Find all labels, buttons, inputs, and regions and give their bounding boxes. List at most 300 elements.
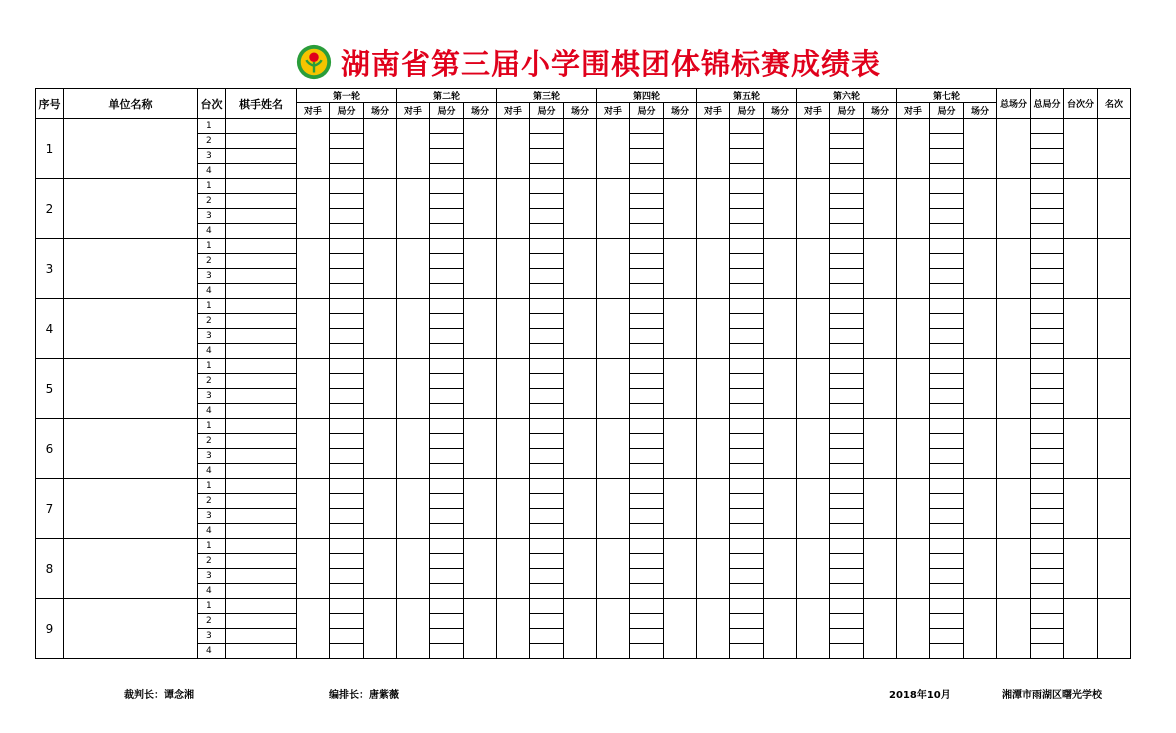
total-game-cell[interactable] bbox=[1031, 209, 1064, 224]
match-score-cell[interactable] bbox=[764, 149, 797, 164]
total-match-cell[interactable] bbox=[997, 179, 1031, 194]
opponent-cell[interactable] bbox=[597, 449, 630, 464]
opponent-cell[interactable] bbox=[897, 269, 930, 284]
game-score-cell[interactable] bbox=[630, 284, 664, 299]
player-name-cell[interactable] bbox=[226, 299, 297, 314]
opponent-cell[interactable] bbox=[497, 614, 530, 629]
game-score-cell[interactable] bbox=[630, 599, 664, 614]
match-score-cell[interactable] bbox=[364, 509, 397, 524]
opponent-cell[interactable] bbox=[697, 149, 730, 164]
opponent-cell[interactable] bbox=[497, 419, 530, 434]
game-score-cell[interactable] bbox=[630, 374, 664, 389]
total-match-cell[interactable] bbox=[997, 614, 1031, 629]
total-game-cell[interactable] bbox=[1031, 629, 1064, 644]
game-score-cell[interactable] bbox=[430, 614, 464, 629]
opponent-cell[interactable] bbox=[897, 179, 930, 194]
board-score-cell[interactable] bbox=[1064, 179, 1098, 239]
player-name-cell[interactable] bbox=[226, 614, 297, 629]
opponent-cell[interactable] bbox=[697, 179, 730, 194]
opponent-cell[interactable] bbox=[897, 119, 930, 134]
game-score-cell[interactable] bbox=[830, 464, 864, 479]
match-score-cell[interactable] bbox=[564, 434, 597, 449]
game-score-cell[interactable] bbox=[830, 149, 864, 164]
match-score-cell[interactable] bbox=[364, 464, 397, 479]
match-score-cell[interactable] bbox=[764, 254, 797, 269]
match-score-cell[interactable] bbox=[764, 539, 797, 554]
rank-cell[interactable] bbox=[1098, 179, 1131, 239]
opponent-cell[interactable] bbox=[297, 299, 330, 314]
opponent-cell[interactable] bbox=[897, 539, 930, 554]
match-score-cell[interactable] bbox=[364, 284, 397, 299]
opponent-cell[interactable] bbox=[697, 584, 730, 599]
match-score-cell[interactable] bbox=[464, 164, 497, 179]
total-match-cell[interactable] bbox=[997, 314, 1031, 329]
match-score-cell[interactable] bbox=[864, 449, 897, 464]
game-score-cell[interactable] bbox=[430, 569, 464, 584]
game-score-cell[interactable] bbox=[930, 359, 964, 374]
match-score-cell[interactable] bbox=[364, 644, 397, 659]
game-score-cell[interactable] bbox=[730, 479, 764, 494]
player-name-cell[interactable] bbox=[226, 329, 297, 344]
game-score-cell[interactable] bbox=[630, 629, 664, 644]
game-score-cell[interactable] bbox=[930, 479, 964, 494]
game-score-cell[interactable] bbox=[930, 629, 964, 644]
game-score-cell[interactable] bbox=[930, 314, 964, 329]
match-score-cell[interactable] bbox=[664, 314, 697, 329]
opponent-cell[interactable] bbox=[597, 524, 630, 539]
total-match-cell[interactable] bbox=[997, 119, 1031, 134]
game-score-cell[interactable] bbox=[930, 329, 964, 344]
board-score-cell[interactable] bbox=[1064, 599, 1098, 659]
game-score-cell[interactable] bbox=[430, 224, 464, 239]
game-score-cell[interactable] bbox=[430, 134, 464, 149]
match-score-cell[interactable] bbox=[864, 149, 897, 164]
opponent-cell[interactable] bbox=[397, 254, 430, 269]
opponent-cell[interactable] bbox=[697, 239, 730, 254]
game-score-cell[interactable] bbox=[330, 494, 364, 509]
game-score-cell[interactable] bbox=[730, 119, 764, 134]
total-game-cell[interactable] bbox=[1031, 569, 1064, 584]
opponent-cell[interactable] bbox=[297, 524, 330, 539]
opponent-cell[interactable] bbox=[697, 209, 730, 224]
game-score-cell[interactable] bbox=[730, 599, 764, 614]
match-score-cell[interactable] bbox=[564, 119, 597, 134]
game-score-cell[interactable] bbox=[630, 149, 664, 164]
match-score-cell[interactable] bbox=[464, 329, 497, 344]
player-name-cell[interactable] bbox=[226, 599, 297, 614]
game-score-cell[interactable] bbox=[430, 179, 464, 194]
game-score-cell[interactable] bbox=[830, 419, 864, 434]
rank-cell[interactable] bbox=[1098, 599, 1131, 659]
game-score-cell[interactable] bbox=[330, 404, 364, 419]
opponent-cell[interactable] bbox=[397, 149, 430, 164]
game-score-cell[interactable] bbox=[330, 239, 364, 254]
match-score-cell[interactable] bbox=[664, 224, 697, 239]
opponent-cell[interactable] bbox=[797, 179, 830, 194]
match-score-cell[interactable] bbox=[964, 419, 997, 434]
game-score-cell[interactable] bbox=[530, 209, 564, 224]
game-score-cell[interactable] bbox=[930, 449, 964, 464]
game-score-cell[interactable] bbox=[830, 254, 864, 269]
opponent-cell[interactable] bbox=[897, 299, 930, 314]
game-score-cell[interactable] bbox=[830, 629, 864, 644]
opponent-cell[interactable] bbox=[597, 644, 630, 659]
game-score-cell[interactable] bbox=[830, 539, 864, 554]
opponent-cell[interactable] bbox=[797, 629, 830, 644]
game-score-cell[interactable] bbox=[330, 524, 364, 539]
game-score-cell[interactable] bbox=[530, 284, 564, 299]
opponent-cell[interactable] bbox=[397, 314, 430, 329]
opponent-cell[interactable] bbox=[397, 464, 430, 479]
opponent-cell[interactable] bbox=[797, 524, 830, 539]
opponent-cell[interactable] bbox=[697, 554, 730, 569]
opponent-cell[interactable] bbox=[697, 254, 730, 269]
match-score-cell[interactable] bbox=[964, 254, 997, 269]
team-unit-cell[interactable] bbox=[64, 419, 198, 479]
match-score-cell[interactable] bbox=[664, 599, 697, 614]
opponent-cell[interactable] bbox=[297, 449, 330, 464]
total-match-cell[interactable] bbox=[997, 494, 1031, 509]
game-score-cell[interactable] bbox=[830, 359, 864, 374]
game-score-cell[interactable] bbox=[530, 494, 564, 509]
game-score-cell[interactable] bbox=[530, 224, 564, 239]
opponent-cell[interactable] bbox=[397, 449, 430, 464]
game-score-cell[interactable] bbox=[630, 344, 664, 359]
match-score-cell[interactable] bbox=[464, 434, 497, 449]
opponent-cell[interactable] bbox=[797, 404, 830, 419]
match-score-cell[interactable] bbox=[564, 299, 597, 314]
match-score-cell[interactable] bbox=[664, 464, 697, 479]
match-score-cell[interactable] bbox=[864, 479, 897, 494]
match-score-cell[interactable] bbox=[364, 554, 397, 569]
match-score-cell[interactable] bbox=[564, 314, 597, 329]
match-score-cell[interactable] bbox=[464, 299, 497, 314]
opponent-cell[interactable] bbox=[597, 359, 630, 374]
match-score-cell[interactable] bbox=[364, 239, 397, 254]
total-match-cell[interactable] bbox=[997, 344, 1031, 359]
opponent-cell[interactable] bbox=[697, 509, 730, 524]
match-score-cell[interactable] bbox=[464, 254, 497, 269]
game-score-cell[interactable] bbox=[830, 224, 864, 239]
match-score-cell[interactable] bbox=[364, 539, 397, 554]
opponent-cell[interactable] bbox=[797, 464, 830, 479]
opponent-cell[interactable] bbox=[797, 449, 830, 464]
game-score-cell[interactable] bbox=[330, 164, 364, 179]
match-score-cell[interactable] bbox=[764, 434, 797, 449]
match-score-cell[interactable] bbox=[564, 569, 597, 584]
total-match-cell[interactable] bbox=[997, 329, 1031, 344]
opponent-cell[interactable] bbox=[497, 239, 530, 254]
match-score-cell[interactable] bbox=[664, 164, 697, 179]
total-match-cell[interactable] bbox=[997, 419, 1031, 434]
match-score-cell[interactable] bbox=[564, 554, 597, 569]
match-score-cell[interactable] bbox=[564, 224, 597, 239]
match-score-cell[interactable] bbox=[564, 524, 597, 539]
total-match-cell[interactable] bbox=[997, 599, 1031, 614]
opponent-cell[interactable] bbox=[497, 329, 530, 344]
opponent-cell[interactable] bbox=[697, 434, 730, 449]
match-score-cell[interactable] bbox=[464, 629, 497, 644]
game-score-cell[interactable] bbox=[430, 599, 464, 614]
opponent-cell[interactable] bbox=[297, 404, 330, 419]
game-score-cell[interactable] bbox=[530, 644, 564, 659]
game-score-cell[interactable] bbox=[830, 164, 864, 179]
game-score-cell[interactable] bbox=[930, 554, 964, 569]
opponent-cell[interactable] bbox=[697, 419, 730, 434]
opponent-cell[interactable] bbox=[497, 569, 530, 584]
match-score-cell[interactable] bbox=[964, 494, 997, 509]
match-score-cell[interactable] bbox=[964, 119, 997, 134]
match-score-cell[interactable] bbox=[964, 134, 997, 149]
game-score-cell[interactable] bbox=[730, 554, 764, 569]
opponent-cell[interactable] bbox=[597, 614, 630, 629]
game-score-cell[interactable] bbox=[430, 584, 464, 599]
game-score-cell[interactable] bbox=[630, 479, 664, 494]
game-score-cell[interactable] bbox=[730, 569, 764, 584]
total-game-cell[interactable] bbox=[1031, 539, 1064, 554]
match-score-cell[interactable] bbox=[464, 524, 497, 539]
game-score-cell[interactable] bbox=[830, 284, 864, 299]
match-score-cell[interactable] bbox=[664, 269, 697, 284]
game-score-cell[interactable] bbox=[530, 419, 564, 434]
total-game-cell[interactable] bbox=[1031, 509, 1064, 524]
match-score-cell[interactable] bbox=[564, 389, 597, 404]
opponent-cell[interactable] bbox=[897, 629, 930, 644]
opponent-cell[interactable] bbox=[597, 224, 630, 239]
match-score-cell[interactable] bbox=[664, 509, 697, 524]
match-score-cell[interactable] bbox=[964, 629, 997, 644]
match-score-cell[interactable] bbox=[364, 614, 397, 629]
game-score-cell[interactable] bbox=[530, 509, 564, 524]
player-name-cell[interactable] bbox=[226, 344, 297, 359]
opponent-cell[interactable] bbox=[597, 209, 630, 224]
opponent-cell[interactable] bbox=[497, 164, 530, 179]
opponent-cell[interactable] bbox=[697, 389, 730, 404]
game-score-cell[interactable] bbox=[530, 629, 564, 644]
game-score-cell[interactable] bbox=[430, 374, 464, 389]
match-score-cell[interactable] bbox=[464, 359, 497, 374]
match-score-cell[interactable] bbox=[464, 404, 497, 419]
match-score-cell[interactable] bbox=[764, 239, 797, 254]
total-match-cell[interactable] bbox=[997, 224, 1031, 239]
game-score-cell[interactable] bbox=[930, 374, 964, 389]
opponent-cell[interactable] bbox=[497, 644, 530, 659]
match-score-cell[interactable] bbox=[864, 524, 897, 539]
game-score-cell[interactable] bbox=[430, 509, 464, 524]
opponent-cell[interactable] bbox=[297, 389, 330, 404]
match-score-cell[interactable] bbox=[964, 569, 997, 584]
game-score-cell[interactable] bbox=[930, 389, 964, 404]
opponent-cell[interactable] bbox=[797, 239, 830, 254]
match-score-cell[interactable] bbox=[764, 359, 797, 374]
match-score-cell[interactable] bbox=[564, 479, 597, 494]
opponent-cell[interactable] bbox=[797, 284, 830, 299]
match-score-cell[interactable] bbox=[564, 404, 597, 419]
match-score-cell[interactable] bbox=[464, 224, 497, 239]
match-score-cell[interactable] bbox=[564, 194, 597, 209]
match-score-cell[interactable] bbox=[364, 629, 397, 644]
opponent-cell[interactable] bbox=[497, 374, 530, 389]
game-score-cell[interactable] bbox=[530, 524, 564, 539]
opponent-cell[interactable] bbox=[697, 134, 730, 149]
match-score-cell[interactable] bbox=[964, 164, 997, 179]
game-score-cell[interactable] bbox=[630, 209, 664, 224]
game-score-cell[interactable] bbox=[930, 209, 964, 224]
match-score-cell[interactable] bbox=[564, 269, 597, 284]
game-score-cell[interactable] bbox=[630, 524, 664, 539]
match-score-cell[interactable] bbox=[764, 419, 797, 434]
game-score-cell[interactable] bbox=[430, 389, 464, 404]
match-score-cell[interactable] bbox=[564, 614, 597, 629]
total-match-cell[interactable] bbox=[997, 404, 1031, 419]
game-score-cell[interactable] bbox=[630, 554, 664, 569]
game-score-cell[interactable] bbox=[530, 299, 564, 314]
match-score-cell[interactable] bbox=[664, 479, 697, 494]
game-score-cell[interactable] bbox=[530, 344, 564, 359]
game-score-cell[interactable] bbox=[730, 374, 764, 389]
opponent-cell[interactable] bbox=[297, 434, 330, 449]
match-score-cell[interactable] bbox=[364, 569, 397, 584]
match-score-cell[interactable] bbox=[364, 389, 397, 404]
match-score-cell[interactable] bbox=[864, 554, 897, 569]
match-score-cell[interactable] bbox=[364, 599, 397, 614]
match-score-cell[interactable] bbox=[964, 299, 997, 314]
opponent-cell[interactable] bbox=[397, 164, 430, 179]
game-score-cell[interactable] bbox=[930, 299, 964, 314]
total-match-cell[interactable] bbox=[997, 254, 1031, 269]
match-score-cell[interactable] bbox=[764, 209, 797, 224]
game-score-cell[interactable] bbox=[630, 494, 664, 509]
game-score-cell[interactable] bbox=[730, 329, 764, 344]
match-score-cell[interactable] bbox=[864, 314, 897, 329]
opponent-cell[interactable] bbox=[297, 164, 330, 179]
match-score-cell[interactable] bbox=[564, 644, 597, 659]
match-score-cell[interactable] bbox=[364, 164, 397, 179]
match-score-cell[interactable] bbox=[464, 269, 497, 284]
game-score-cell[interactable] bbox=[930, 569, 964, 584]
opponent-cell[interactable] bbox=[497, 449, 530, 464]
opponent-cell[interactable] bbox=[897, 569, 930, 584]
team-unit-cell[interactable] bbox=[64, 239, 198, 299]
player-name-cell[interactable] bbox=[226, 119, 297, 134]
game-score-cell[interactable] bbox=[730, 404, 764, 419]
opponent-cell[interactable] bbox=[797, 479, 830, 494]
team-unit-cell[interactable] bbox=[64, 359, 198, 419]
opponent-cell[interactable] bbox=[797, 254, 830, 269]
match-score-cell[interactable] bbox=[964, 344, 997, 359]
match-score-cell[interactable] bbox=[464, 419, 497, 434]
game-score-cell[interactable] bbox=[330, 119, 364, 134]
total-game-cell[interactable] bbox=[1031, 599, 1064, 614]
opponent-cell[interactable] bbox=[897, 224, 930, 239]
total-match-cell[interactable] bbox=[997, 284, 1031, 299]
board-score-cell[interactable] bbox=[1064, 539, 1098, 599]
game-score-cell[interactable] bbox=[430, 464, 464, 479]
game-score-cell[interactable] bbox=[830, 314, 864, 329]
match-score-cell[interactable] bbox=[664, 449, 697, 464]
match-score-cell[interactable] bbox=[364, 419, 397, 434]
player-name-cell[interactable] bbox=[226, 419, 297, 434]
game-score-cell[interactable] bbox=[930, 494, 964, 509]
match-score-cell[interactable] bbox=[664, 149, 697, 164]
opponent-cell[interactable] bbox=[497, 509, 530, 524]
opponent-cell[interactable] bbox=[697, 629, 730, 644]
total-match-cell[interactable] bbox=[997, 299, 1031, 314]
match-score-cell[interactable] bbox=[764, 194, 797, 209]
player-name-cell[interactable] bbox=[226, 209, 297, 224]
opponent-cell[interactable] bbox=[797, 299, 830, 314]
opponent-cell[interactable] bbox=[597, 194, 630, 209]
game-score-cell[interactable] bbox=[330, 284, 364, 299]
game-score-cell[interactable] bbox=[830, 494, 864, 509]
total-match-cell[interactable] bbox=[997, 644, 1031, 659]
opponent-cell[interactable] bbox=[297, 194, 330, 209]
match-score-cell[interactable] bbox=[764, 164, 797, 179]
total-game-cell[interactable] bbox=[1031, 419, 1064, 434]
match-score-cell[interactable] bbox=[664, 389, 697, 404]
match-score-cell[interactable] bbox=[664, 404, 697, 419]
opponent-cell[interactable] bbox=[897, 614, 930, 629]
game-score-cell[interactable] bbox=[530, 434, 564, 449]
match-score-cell[interactable] bbox=[864, 434, 897, 449]
match-score-cell[interactable] bbox=[564, 149, 597, 164]
match-score-cell[interactable] bbox=[364, 494, 397, 509]
opponent-cell[interactable] bbox=[697, 164, 730, 179]
game-score-cell[interactable] bbox=[730, 224, 764, 239]
game-score-cell[interactable] bbox=[830, 389, 864, 404]
opponent-cell[interactable] bbox=[497, 344, 530, 359]
opponent-cell[interactable] bbox=[597, 404, 630, 419]
opponent-cell[interactable] bbox=[397, 584, 430, 599]
total-game-cell[interactable] bbox=[1031, 494, 1064, 509]
game-score-cell[interactable] bbox=[330, 614, 364, 629]
opponent-cell[interactable] bbox=[797, 509, 830, 524]
opponent-cell[interactable] bbox=[297, 269, 330, 284]
game-score-cell[interactable] bbox=[430, 149, 464, 164]
total-game-cell[interactable] bbox=[1031, 194, 1064, 209]
match-score-cell[interactable] bbox=[764, 584, 797, 599]
opponent-cell[interactable] bbox=[797, 164, 830, 179]
match-score-cell[interactable] bbox=[764, 494, 797, 509]
game-score-cell[interactable] bbox=[730, 269, 764, 284]
rank-cell[interactable] bbox=[1098, 359, 1131, 419]
opponent-cell[interactable] bbox=[897, 524, 930, 539]
match-score-cell[interactable] bbox=[664, 239, 697, 254]
match-score-cell[interactable] bbox=[964, 599, 997, 614]
game-score-cell[interactable] bbox=[630, 404, 664, 419]
player-name-cell[interactable] bbox=[226, 449, 297, 464]
opponent-cell[interactable] bbox=[397, 179, 430, 194]
opponent-cell[interactable] bbox=[697, 344, 730, 359]
match-score-cell[interactable] bbox=[964, 449, 997, 464]
opponent-cell[interactable] bbox=[797, 419, 830, 434]
player-name-cell[interactable] bbox=[226, 254, 297, 269]
game-score-cell[interactable] bbox=[930, 269, 964, 284]
game-score-cell[interactable] bbox=[430, 494, 464, 509]
opponent-cell[interactable] bbox=[297, 344, 330, 359]
total-match-cell[interactable] bbox=[997, 389, 1031, 404]
game-score-cell[interactable] bbox=[730, 284, 764, 299]
game-score-cell[interactable] bbox=[730, 524, 764, 539]
game-score-cell[interactable] bbox=[830, 584, 864, 599]
team-unit-cell[interactable] bbox=[64, 119, 198, 179]
opponent-cell[interactable] bbox=[897, 599, 930, 614]
game-score-cell[interactable] bbox=[930, 284, 964, 299]
game-score-cell[interactable] bbox=[630, 359, 664, 374]
match-score-cell[interactable] bbox=[464, 539, 497, 554]
match-score-cell[interactable] bbox=[364, 314, 397, 329]
game-score-cell[interactable] bbox=[330, 314, 364, 329]
